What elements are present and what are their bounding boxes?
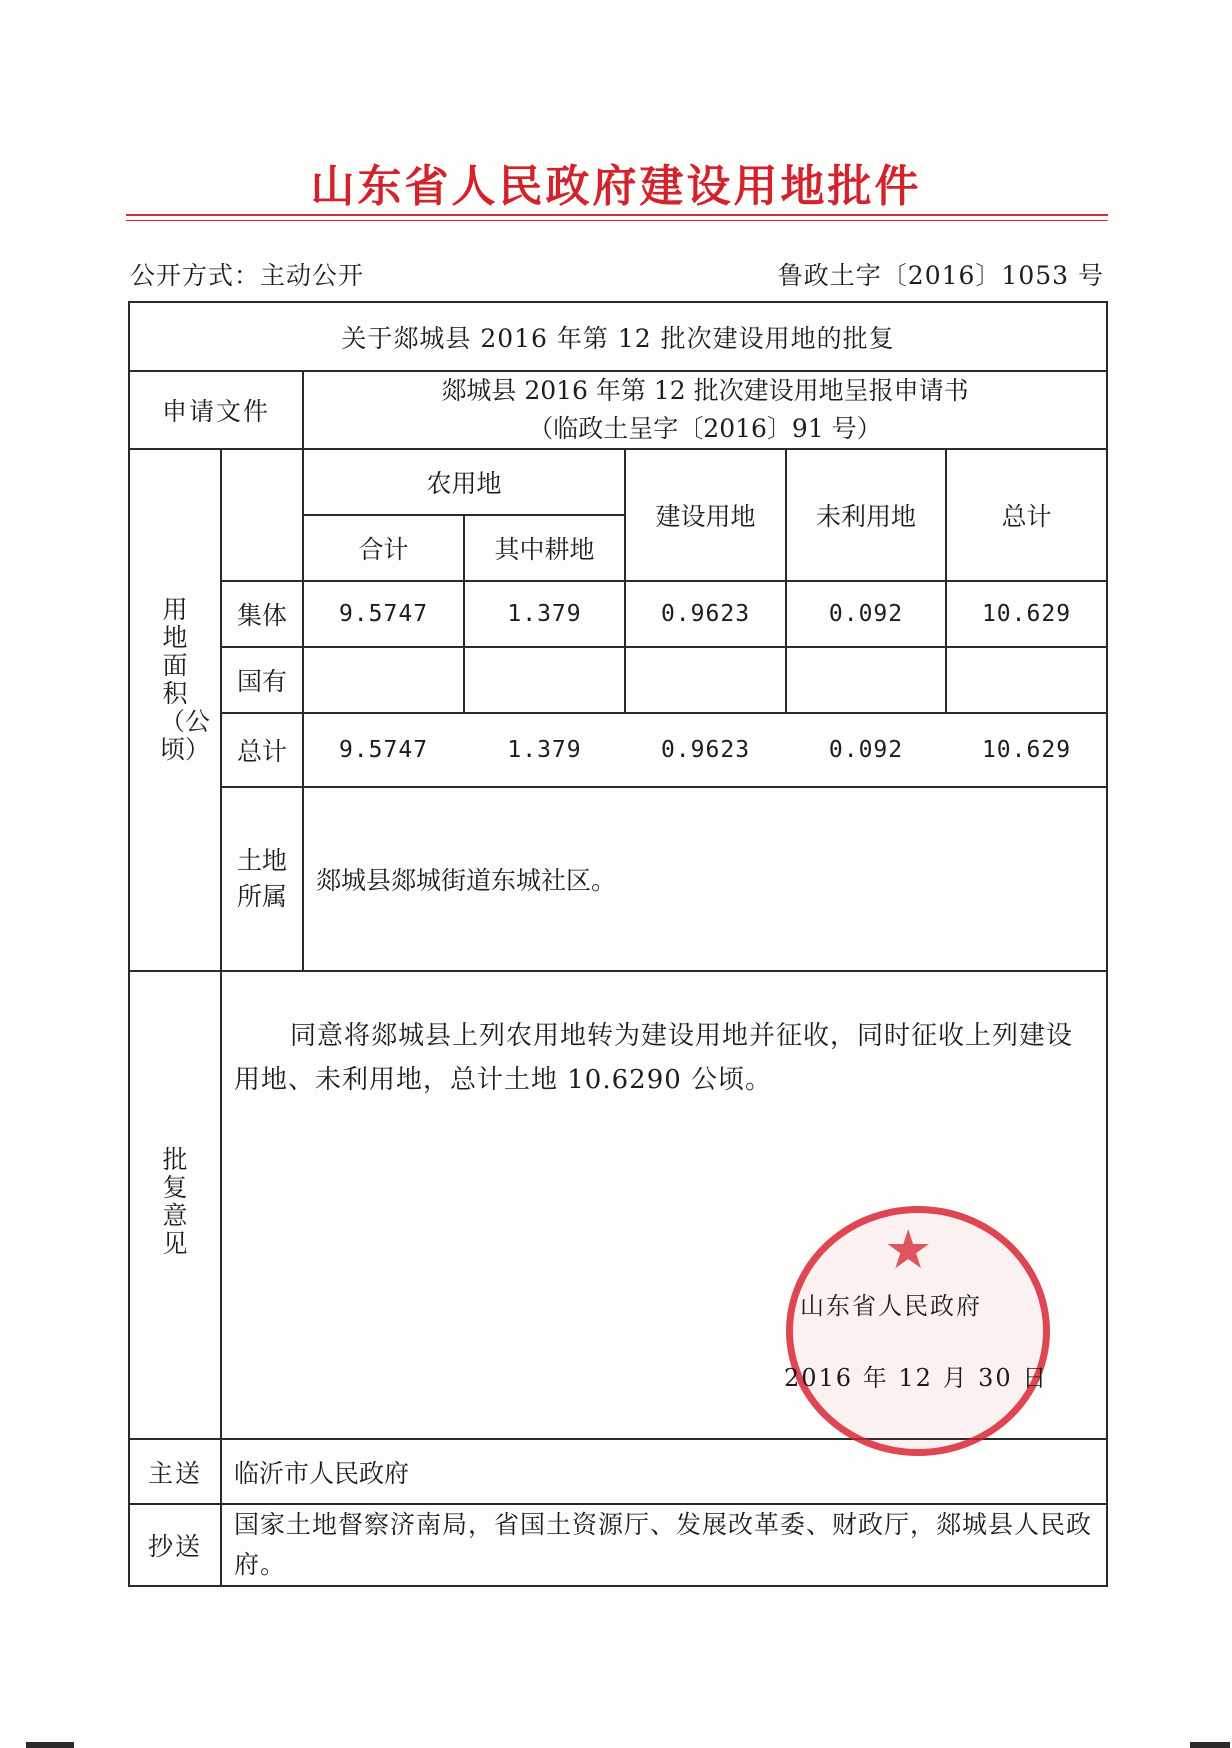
main-recipient-value: 临沂市人民政府 [234,1458,410,1488]
header-construction: 建设用地 [655,502,756,531]
opinion-text: 同意将郯城县上列农用地转为建设用地并征收，同时征收上列建设用地、未利用地，总计土地 10.6290 公顷。 [234,1021,1074,1095]
cell-collective-construction: 0.9623 [660,601,751,627]
grid-line [128,970,1106,972]
cell-total-agri-total: 9.5747 [338,737,429,763]
cell-total-construction: 0.9623 [660,737,751,763]
cell-collective-total: 10.629 [981,601,1072,627]
cc-value: 国家土地督察济南局，省国土资源厅、发展改革委、财政厅，郯城县人民政府。 [234,1510,1093,1579]
cell-collective-agri-total: 9.5747 [338,601,429,627]
approval-date: 2016 年 12 月 30 日 [784,1364,1049,1392]
cell-collective-unused: 0.092 [828,601,904,627]
row-label-total: 总计 [236,737,287,766]
grid-line [128,301,130,1587]
cell-total-unused: 0.092 [828,737,904,763]
application-label: 申请文件 [161,397,270,426]
seal-star-icon: ★ [884,1218,933,1281]
header-agri-farmland: 其中耕地 [494,535,595,564]
cell-total-farmland: 1.379 [507,737,582,763]
opinion-label: 批复意见 [162,1145,188,1258]
row-label-state: 国有 [236,667,287,696]
row-label-collective: 集体 [236,601,287,630]
subject-line: 关于郯城县 2016 年第 12 批次建设用地的批复 [341,323,895,353]
application-title: 郯城县 2016 年第 12 批次建设用地呈报申请书 [441,376,969,405]
header-total: 总计 [1001,502,1052,531]
application-document [304,372,1106,448]
cell-collective-farmland: 1.379 [507,601,582,627]
header-agri-total: 合计 [358,535,409,564]
scan-artifact [26,1742,74,1748]
disclosure-mode: 公开方式：主动公开 [130,261,365,290]
grid-line [128,1585,1106,1587]
signer: 山东省人民政府 [800,1292,982,1320]
area-label: 用地面积（公顷） [160,595,211,764]
grid-line [220,646,1106,648]
cc-label: 抄送 [147,1532,202,1561]
title-rule-lower [126,220,1108,221]
title-rule-upper [126,214,1108,216]
scan-artifact [1190,1742,1230,1748]
application-number: （临政土呈字〔2016〕91 号） [528,414,882,443]
cell-total-total: 10.629 [981,737,1072,763]
location-label: 土地所属 [236,846,287,911]
header-unused: 未利用地 [815,502,916,531]
grid-line [1106,301,1108,1587]
document-title: 山东省人民政府建设用地批件 [310,161,922,212]
main-recipient-label: 主送 [147,1458,202,1488]
location-value: 郯城县郯城街道东城社区。 [316,866,617,895]
header-agricultural: 农用地 [426,469,502,498]
document-number: 鲁政土字〔2016〕1053 号 [777,261,1104,290]
